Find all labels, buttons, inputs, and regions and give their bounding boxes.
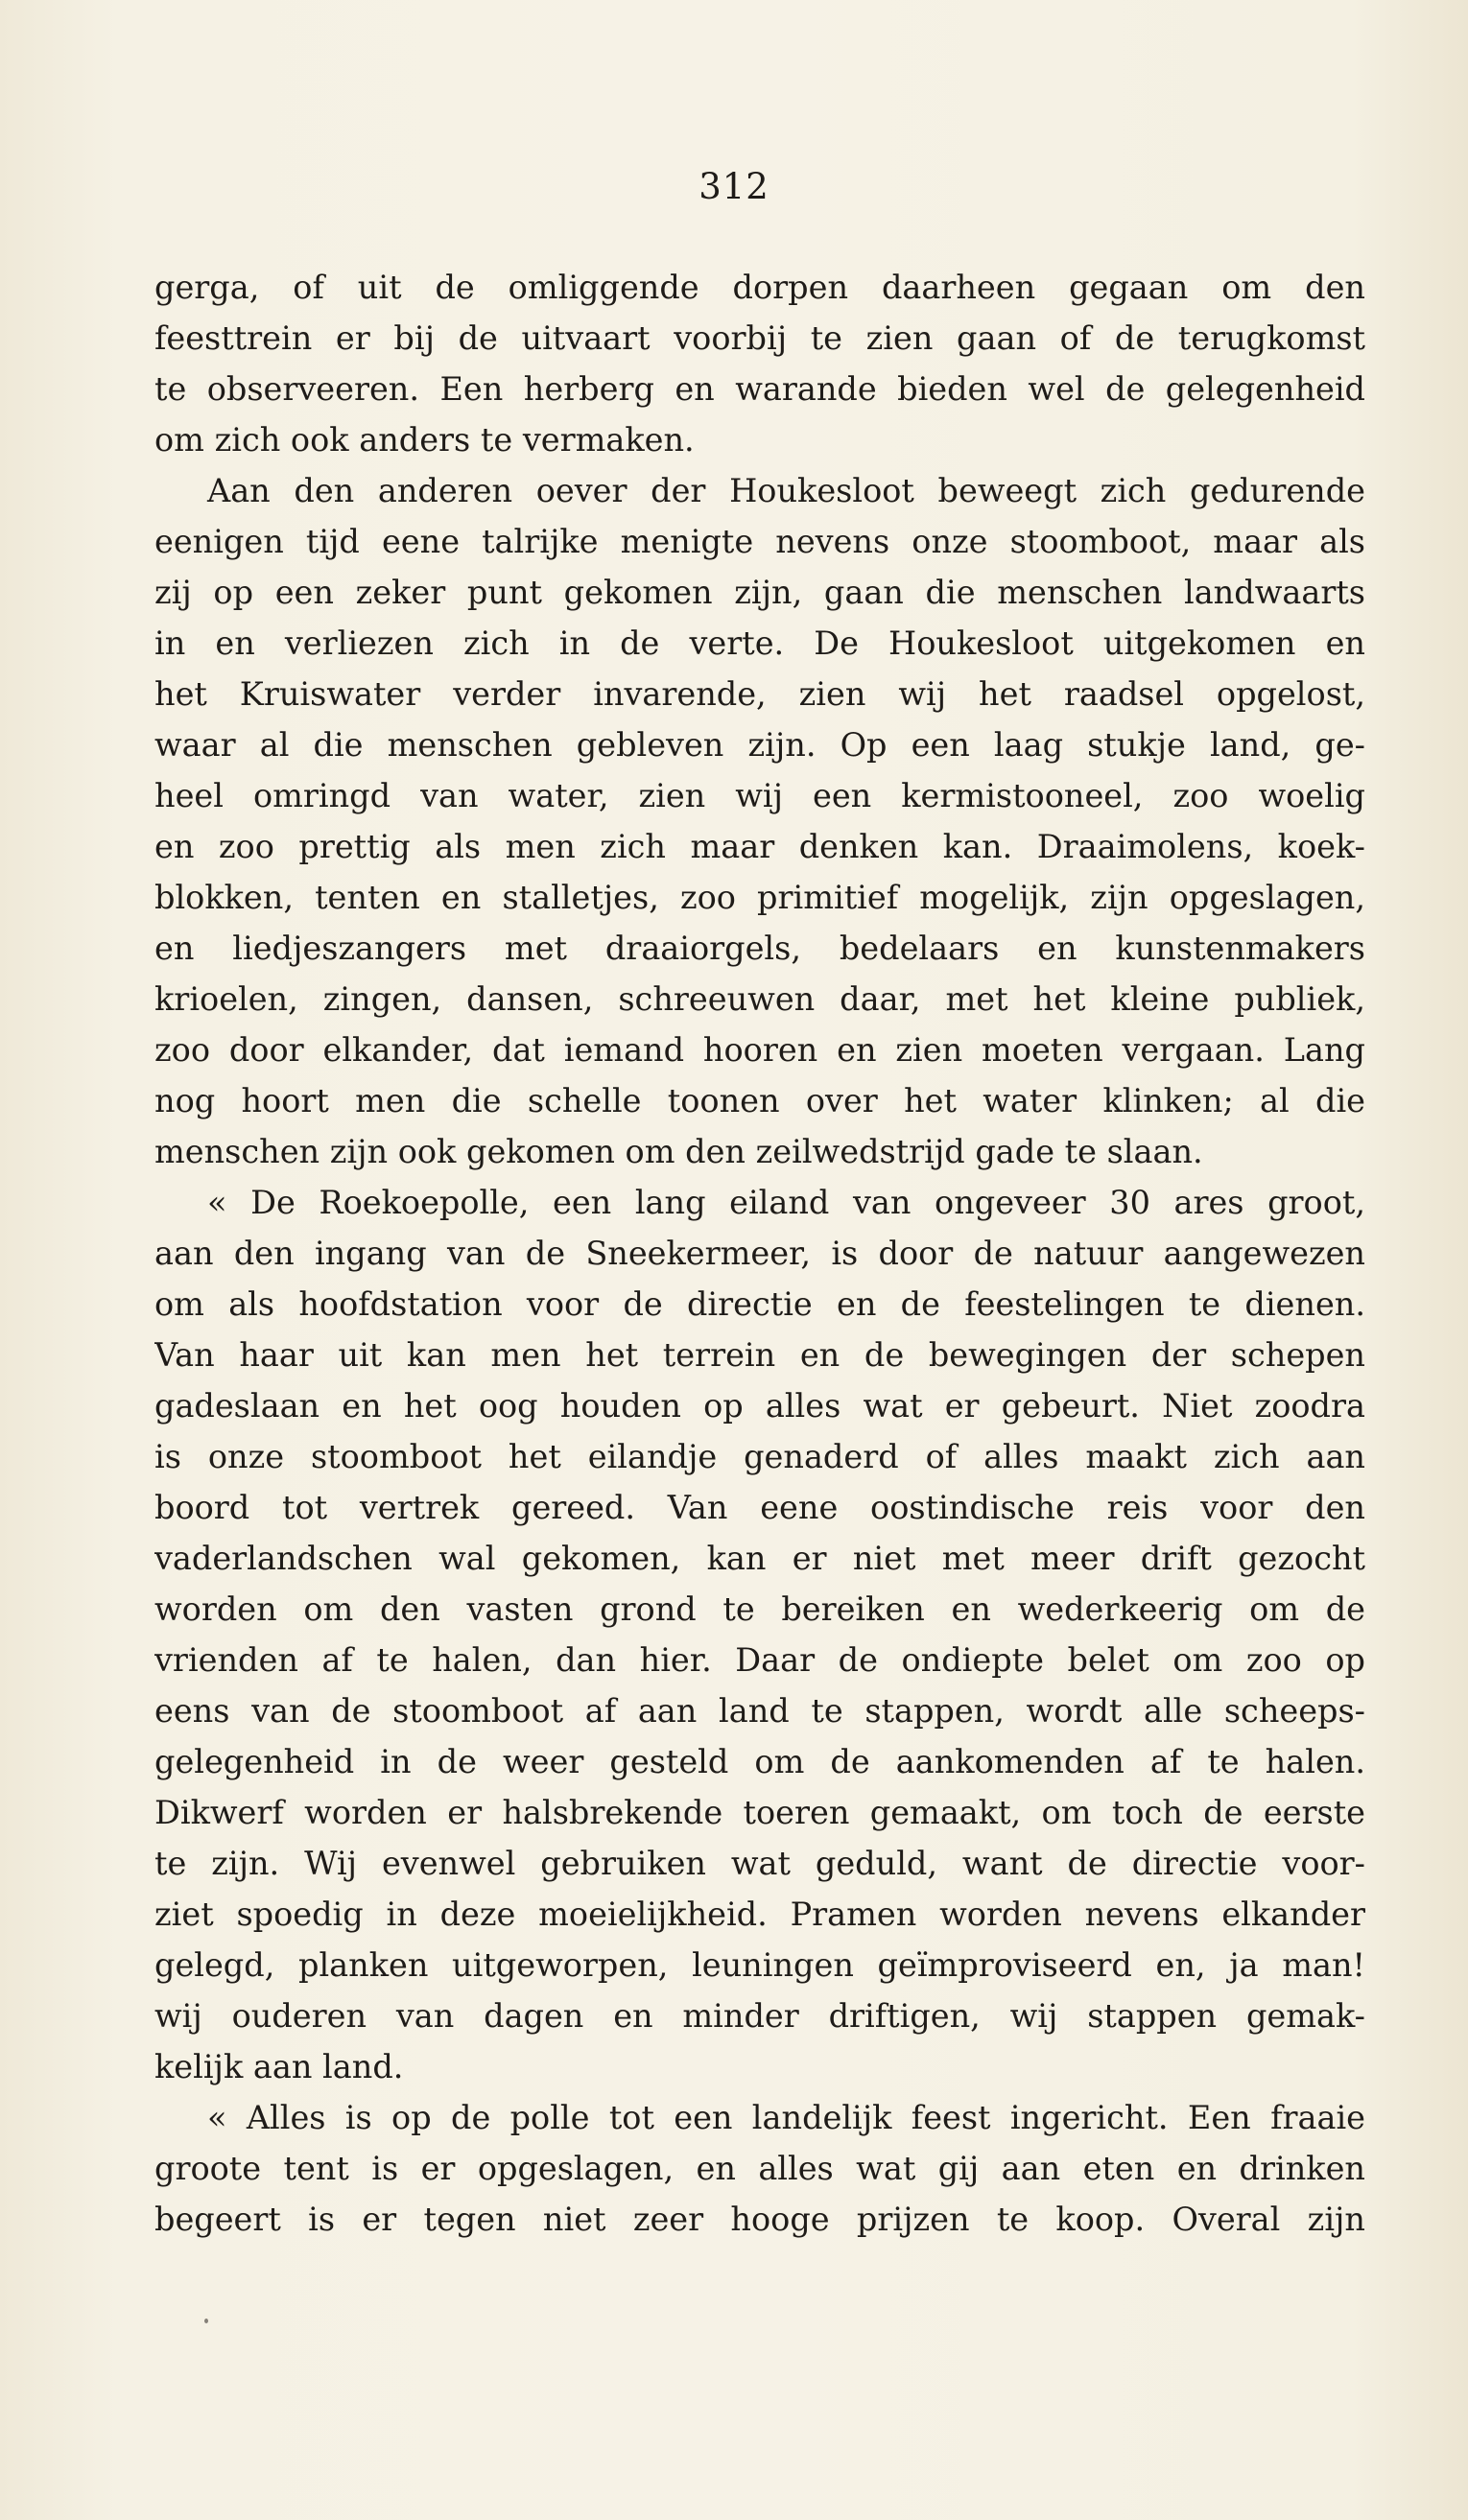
text-line: is onze stoomboot het eilandje genaderd of alles maakt zich aan <box>154 1438 1365 1475</box>
text-line: vrienden af te halen, dan hier. Daar de ondiepte belet om zoo op <box>154 1641 1365 1679</box>
text-line: waar al die menschen gebleven zijn. Op een laag stukje land, ge- <box>154 726 1365 764</box>
ink-speck <box>204 2319 208 2323</box>
text-line: wij ouderen van dagen en minder driftigen, wij stappen gemak- <box>154 1997 1365 2035</box>
text-line: boord tot vertrek gereed. Van eene oostindische reis voor den <box>154 1489 1365 1526</box>
text-line: krioelen, zingen, dansen, schreeuwen daar, met het kleine publiek, <box>154 980 1365 1018</box>
text-line: gelegenheid in de weer gesteld om de aankomenden af te halen. <box>154 1743 1365 1780</box>
text-line: om als hoofdstation voor de directie en de feestelingen te dienen. <box>154 1285 1365 1323</box>
page-number: 312 <box>698 166 770 207</box>
text-line: en zoo prettig als men zich maar denken kan. Draaimolens, koek- <box>154 828 1365 865</box>
text-line: vaderlandschen wal gekomen, kan er niet met meer drift gezocht <box>154 1540 1365 1577</box>
text-line: Van haar uit kan men het terrein en de bewegingen der schepen <box>154 1336 1365 1374</box>
text-line: aan den ingang van de Sneekermeer, is door de natuur aangewezen <box>154 1235 1365 1272</box>
text-line: ziet spoedig in deze moeielijkheid. Pramen worden nevens elkander <box>154 1896 1365 1933</box>
text-line: gadeslaan en het oog houden op alles wat er gebeurt. Niet zoodra <box>154 1387 1365 1425</box>
text-line: kelijk aan land. <box>154 2048 404 2085</box>
text-line: te zijn. Wij evenwel gebruiken wat geduld, want de directie voor- <box>154 1845 1365 1882</box>
text-line: nog hoort men die schelle toonen over het water klinken; al die <box>154 1082 1365 1119</box>
text-line: te observeeren. Een herberg en warande bieden wel de gelegenheid <box>154 370 1365 408</box>
text-line: worden om den vasten grond te bereiken en wederkeerig om de <box>154 1590 1365 1628</box>
text-line: groote tent is er opgeslagen, en alles wat gij aan eten en drinken <box>154 2150 1365 2187</box>
text-line: gerga, of uit de omliggende dorpen daarheen gegaan om den <box>154 269 1365 306</box>
text-line: eenigen tijd eene talrijke menigte nevens onze stoomboot, maar als <box>154 523 1365 560</box>
text-line: feesttrein er bij de uitvaart voorbij te zien gaan of de terugkomst <box>154 319 1365 357</box>
text-line: « Alles is op de polle tot een landelijk feest ingericht. Een fraaie <box>207 2099 1365 2136</box>
text-line: Aan den anderen oever der Houkesloot beweegt zich gedurende <box>207 472 1365 509</box>
text-line: menschen zijn ook gekomen om den zeilwedstrijd gade te slaan. <box>154 1133 1203 1170</box>
text-line: zij op een zeker punt gekomen zijn, gaan die menschen landwaarts <box>154 574 1365 611</box>
text-line: eens van de stoomboot af aan land te stappen, wordt alle scheeps- <box>154 1692 1365 1730</box>
text-line: in en verliezen zich in de verte. De Houkesloot uitgekomen en <box>154 624 1365 662</box>
body-text <box>154 262 1365 2245</box>
text-line: « De Roekoepolle, een lang eiland van ongeveer 30 ares groot, <box>207 1184 1365 1221</box>
text-line: om zich ook anders te vermaken. <box>154 421 695 459</box>
text-line: blokken, tenten en stalletjes, zoo primitief mogelijk, zijn opgeslagen, <box>154 879 1365 916</box>
text-line: en liedjeszangers met draaiorgels, bedelaars en kunstenmakers <box>154 930 1365 967</box>
text-line: heel omringd van water, zien wij een kermistooneel, zoo woelig <box>154 777 1365 814</box>
text-line: begeert is er tegen niet zeer hooge prijzen te koop. Overal zijn <box>154 2201 1365 2238</box>
text-line: gelegd, planken uitgeworpen, leuningen geïmproviseerd en, ja man! <box>154 1946 1365 1984</box>
text-line: zoo door elkander, dat iemand hooren en zien moeten vergaan. Lang <box>154 1031 1365 1069</box>
text-line: Dikwerf worden er halsbrekende toeren gemaakt, om toch de eerste <box>154 1794 1365 1831</box>
text-line: het Kruiswater verder invarende, zien wij het raadsel opgelost, <box>154 675 1365 713</box>
